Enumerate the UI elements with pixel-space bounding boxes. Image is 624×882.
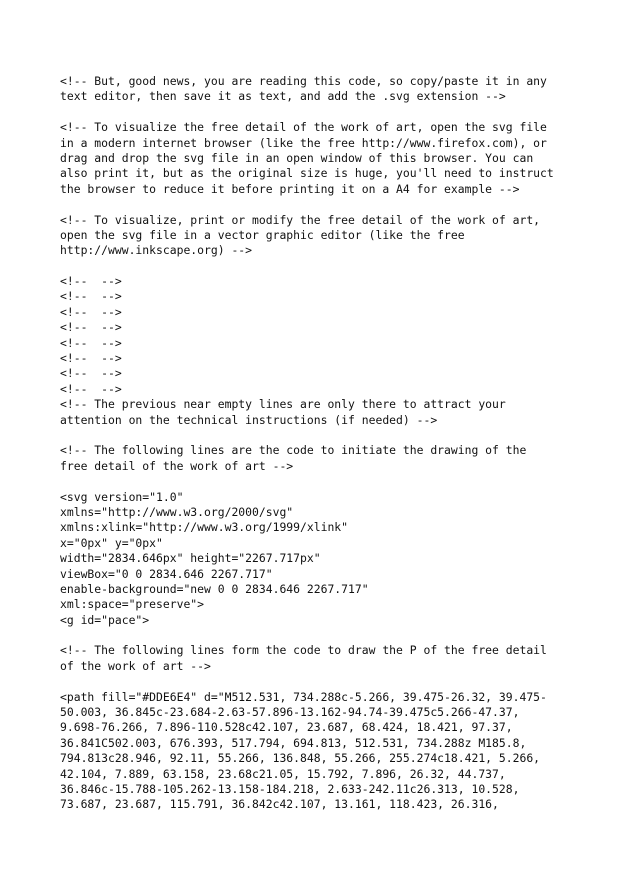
code-line: enable-background="new 0 0 2834.646 2267.717" (60, 581, 369, 596)
code-line: free detail of the work of art --> (60, 458, 294, 473)
code-line: the browser to reduce it before printing it on a A4 for example --> (60, 181, 520, 196)
code-line: <!-- --> (60, 289, 122, 304)
code-line: <!-- To visualize, print or modify the free detail of the work of art, (60, 212, 541, 227)
code-line: <g id="pace"> (60, 612, 150, 627)
code-line: xml:space="preserve"> (60, 597, 205, 612)
code-line: http://www.inkscape.org) --> (60, 243, 253, 258)
code-line: <!-- --> (60, 304, 122, 319)
code-line: <path fill="#DDE6E4" d="M512.531, 734.288c-5.266, 39.475-26.32, 39.475- (60, 689, 547, 704)
code-line: 42.104, 7.889, 63.158, 23.68c21.05, 15.792, 7.896, 26.32, 44.737, (60, 766, 506, 781)
code-line: <!-- But, good news, you are reading this code, so copy/paste it in any (60, 74, 547, 88)
code-line: 9.698-76.266, 7.896-110.528c42.107, 23.687, 68.424, 18.421, 97.37, (60, 720, 513, 735)
blank-line (60, 105, 560, 120)
code-line: width="2834.646px" height="2267.717px" (60, 551, 321, 566)
code-line: <!-- --> (60, 274, 122, 289)
code-line: in a modern internet browser (like the free http://www.firefox.com), or (60, 135, 547, 150)
code-line: xmlns="http://www.w3.org/2000/svg" (60, 504, 294, 519)
code-line: <!-- --> (60, 351, 122, 366)
code-line: 50.003, 36.845c-23.684-2.63-57.896-13.162-94.74-39.475c5.266-47.37, (60, 705, 520, 720)
code-line: 73.687, 23.687, 115.791, 36.842c42.107, 13.161, 118.423, 26.316, (60, 797, 499, 812)
code-line: 794.813c28.946, 92.11, 55.266, 136.848, 55.266, 255.274c18.421, 5.266, (60, 751, 541, 766)
code-line: text editor, then save it as text, and add the .svg extension --> (60, 89, 506, 104)
code-line: x="0px" y="0px" (60, 535, 163, 550)
code-line: viewBox="0 0 2834.646 2267.717" (60, 566, 273, 581)
code-line: attention on the technical instructions (if needed) --> (60, 412, 438, 427)
code-line: <!-- To visualize the free detail of the work of art, open the svg file (60, 120, 547, 135)
code-line: <!-- --> (60, 366, 122, 381)
code-line: drag and drop the svg file in an open window of this browser. You can (60, 150, 534, 165)
blank-line (60, 197, 560, 212)
blank-line (60, 674, 560, 689)
code-line: <!-- --> (60, 335, 122, 350)
blank-line (60, 428, 560, 443)
code-line: <!-- --> (60, 381, 122, 396)
code-line: 36.846c-15.788-105.262-13.158-184.218, 2.633-242.11c26.313, 10.528, (60, 781, 520, 796)
code-line: <svg version="1.0" (60, 489, 184, 504)
blank-line (60, 474, 560, 489)
code-line: <!-- --> (60, 320, 122, 335)
blank-line (60, 259, 560, 274)
code-line: 36.841C502.003, 676.393, 517.794, 694.813, 512.531, 734.288z M185.8, (60, 735, 527, 750)
blank-line (60, 628, 560, 643)
code-line: xmlns:xlink="http://www.w3.org/1999/xlink" (60, 520, 349, 535)
code-line: also print it, but as the original size is huge, you'll need to instruct (60, 166, 554, 181)
code-document (60, 74, 560, 813)
code-line: <!-- The following lines are the code to initiate the drawing of the (60, 443, 527, 458)
code-line: <!-- The previous near empty lines are only there to attract your (60, 397, 506, 412)
code-line: open the svg file in a vector graphic editor (like the free (60, 227, 465, 242)
code-line: of the work of art --> (60, 658, 211, 673)
code-line: <!-- The following lines form the code to draw the P of the free detail (60, 643, 547, 658)
